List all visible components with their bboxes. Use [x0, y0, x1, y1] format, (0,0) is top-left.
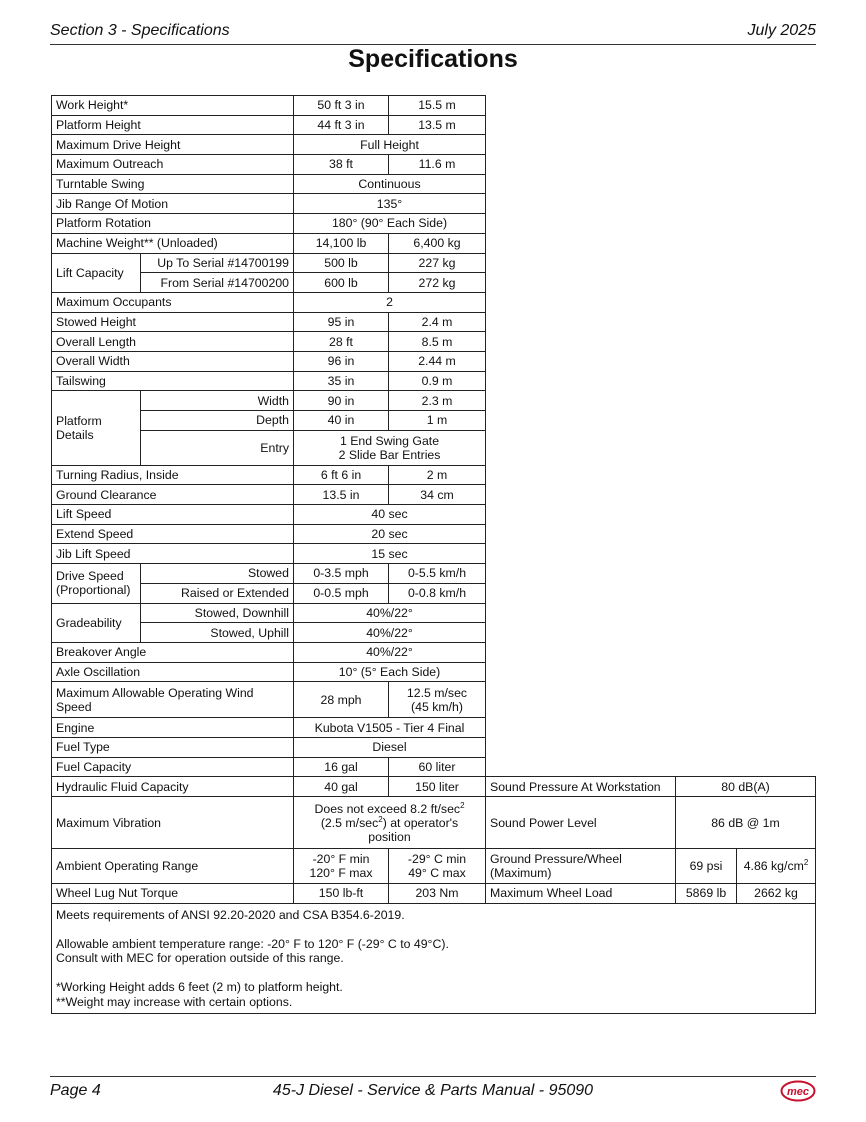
row-label: Lift Capacity — [52, 253, 141, 292]
table-row — [52, 505, 816, 525]
metric-value: 0-0.8 km/h — [389, 583, 486, 603]
merged-value: 40%/22° — [294, 623, 486, 643]
metric-value — [389, 849, 486, 884]
svg-text:mec: mec — [786, 1086, 810, 1098]
page-footer — [50, 1076, 816, 1105]
superscript: 2 — [460, 800, 465, 810]
row-label: Jib Range Of Motion — [52, 194, 294, 214]
row-label: Maximum Drive Height — [52, 135, 294, 155]
sub-label: Stowed, Uphill — [141, 623, 294, 643]
row-label: Platform Rotation — [52, 214, 294, 234]
row-label: Extend Speed — [52, 524, 294, 544]
row-label: Maximum Occupants — [52, 292, 294, 312]
table-row — [52, 718, 816, 738]
sub-label: Stowed, Downhill — [141, 603, 294, 623]
metric-value: 0-5.5 km/h — [389, 564, 486, 584]
imperial-value: 38 ft — [294, 155, 389, 175]
table-row — [52, 465, 816, 485]
table-row — [52, 583, 816, 603]
superscript: 2 — [803, 857, 809, 867]
row-label: Tailswing — [52, 371, 294, 391]
row-label: Maximum Vibration — [52, 797, 294, 849]
row-label: Maximum Allowable Operating Wind Speed — [52, 682, 294, 718]
note-line: Meets requirements of ANSI 92.20-2020 and CSA B354.6-2019. — [56, 907, 405, 922]
merged-value: 80 dB(A) — [676, 777, 816, 797]
imperial-value: 0-3.5 mph — [294, 564, 389, 584]
imperial-value: 5869 lb — [676, 884, 737, 904]
row-label: Maximum Outreach — [52, 155, 294, 175]
metric-value: 2 m — [389, 465, 486, 485]
table-row — [52, 135, 816, 155]
metric-value: 34 cm — [389, 485, 486, 505]
metric-value: 2662 kg — [737, 884, 816, 904]
metric-value: 0.9 m — [389, 371, 486, 391]
table-row — [52, 682, 816, 718]
merged-value: Full Height — [294, 135, 486, 155]
imperial-value: 500 lb — [294, 253, 389, 273]
table-row — [52, 411, 816, 431]
imperial-value: 95 in — [294, 312, 389, 332]
value-line: position — [368, 829, 411, 844]
sub-label: Entry — [141, 430, 294, 465]
metric-value: 60 liter — [389, 757, 486, 777]
row-label: Turning Radius, Inside — [52, 465, 294, 485]
table-row — [52, 174, 816, 194]
metric-value: 6,400 kg — [389, 233, 486, 253]
imperial-value: 150 lb-ft — [294, 884, 389, 904]
table-row — [52, 662, 816, 682]
metric-value: 203 Nm — [389, 884, 486, 904]
value-line: Does not exceed 8.2 ft/sec — [314, 801, 461, 816]
imperial-value: 28 mph — [294, 682, 389, 718]
sub-label: Raised or Extended — [141, 583, 294, 603]
merged-value: 20 sec — [294, 524, 486, 544]
value-line: -29° C min — [407, 852, 467, 866]
row-label: Breakover Angle — [52, 642, 294, 662]
sub-label: Up To Serial #14700199 — [141, 253, 294, 273]
row-label: Platform Height — [52, 115, 294, 135]
row-label: Jib Lift Speed — [52, 544, 294, 564]
merged-value: 135° — [294, 194, 486, 214]
imperial-value: 0-0.5 mph — [294, 583, 389, 603]
document-title: 45-J Diesel - Service & Parts Manual - 95090 — [272, 1082, 594, 1099]
merged-value: 40%/22° — [294, 642, 486, 662]
imperial-value: 96 in — [294, 351, 389, 371]
page-header — [50, 22, 816, 45]
row-label: Wheel Lug Nut Torque — [52, 884, 294, 904]
table-row — [52, 849, 816, 884]
specifications-table — [51, 95, 816, 1014]
metric-value — [389, 682, 486, 718]
table-row — [52, 233, 816, 253]
row-label: Stowed Height — [52, 312, 294, 332]
sub-label: From Serial #14700200 — [141, 273, 294, 293]
merged-value: 2 — [294, 292, 486, 312]
imperial-value: 6 ft 6 in — [294, 465, 389, 485]
row-label: Engine — [52, 718, 294, 738]
row-label: Fuel Capacity — [52, 757, 294, 777]
mec-logo-icon — [780, 1080, 816, 1102]
table-row — [52, 884, 816, 904]
row-label: Gradeability — [52, 603, 141, 642]
value-line: 120° F max — [309, 866, 373, 880]
table-row — [52, 371, 816, 391]
value-line: 12.5 m/sec — [406, 685, 468, 700]
row-label: Fuel Type — [52, 737, 294, 757]
row-label: Overall Length — [52, 332, 294, 352]
table-row — [52, 96, 816, 116]
row-label: Turntable Swing — [52, 174, 294, 194]
table-row — [52, 155, 816, 175]
imperial-value: 69 psi — [676, 849, 737, 884]
label-line: Platform — [56, 414, 102, 428]
note-line: Allowable ambient temperature range: -20° F to 120° F (-29° C to 49°C). — [56, 936, 449, 951]
merged-value: 40%/22° — [294, 603, 486, 623]
imperial-value: 50 ft 3 in — [294, 96, 389, 116]
merged-value: Diesel — [294, 737, 486, 757]
notes-cell — [52, 903, 816, 1014]
metric-value: 2.4 m — [389, 312, 486, 332]
row-label: Axle Oscillation — [52, 662, 294, 682]
table-row — [52, 332, 816, 352]
value-line: ) at operator's — [382, 815, 459, 830]
sub-label: Stowed — [141, 564, 294, 584]
table-row — [52, 214, 816, 234]
row-label — [486, 849, 676, 884]
row-label: Sound Power Level — [486, 797, 676, 849]
merged-value: 40 sec — [294, 505, 486, 525]
sub-label: Depth — [141, 411, 294, 431]
imperial-value: 16 gal — [294, 757, 389, 777]
row-label: Work Height* — [52, 96, 294, 116]
value-line: 4.86 kg/cm — [743, 859, 804, 873]
drive-speed-label — [52, 564, 141, 603]
section-label: Section 3 - Specifications — [50, 22, 230, 39]
table-row — [52, 194, 816, 214]
note-line: *Working Height adds 6 feet (2 m) to platform height. — [56, 980, 343, 995]
merged-value: Kubota V1505 - Tier 4 Final — [294, 718, 486, 738]
table-row — [52, 544, 816, 564]
table-row — [52, 273, 816, 293]
label-line: (Maximum) — [490, 866, 552, 880]
table-row — [52, 737, 816, 757]
page-number: Page 4 — [50, 1082, 101, 1099]
table-row — [52, 777, 816, 797]
metric-value: 227 kg — [389, 253, 486, 273]
metric-value: 13.5 m — [389, 115, 486, 135]
superscript: 2 — [378, 814, 383, 824]
notes-row — [52, 903, 816, 1014]
table-row — [52, 797, 816, 849]
value-line: 1 End Swing Gate — [339, 433, 440, 448]
row-label: Sound Pressure At Workstation — [486, 777, 676, 797]
merged-value: Continuous — [294, 174, 486, 194]
row-label: Overall Width — [52, 351, 294, 371]
metric-value: 150 liter — [389, 777, 486, 797]
metric-value: 8.5 m — [389, 332, 486, 352]
imperial-value: 13.5 in — [294, 485, 389, 505]
merged-value: 86 dB @ 1m — [676, 797, 816, 849]
value-line: 2 Slide Bar Entries — [338, 447, 441, 462]
metric-value: 1 m — [389, 411, 486, 431]
merged-value — [294, 797, 486, 849]
merged-value: 15 sec — [294, 544, 486, 564]
note-line: **Weight may increase with certain options. — [56, 994, 293, 1009]
table-row — [52, 642, 816, 662]
row-label: Ambient Operating Range — [52, 849, 294, 884]
platform-details-label — [52, 391, 141, 465]
merged-value: 10° (5° Each Side) — [294, 662, 486, 682]
table-row — [52, 115, 816, 135]
imperial-value: 44 ft 3 in — [294, 115, 389, 135]
imperial-value: 600 lb — [294, 273, 389, 293]
imperial-value: 40 in — [294, 411, 389, 431]
imperial-value: 28 ft — [294, 332, 389, 352]
imperial-value: 90 in — [294, 391, 389, 411]
row-label: Machine Weight** (Unloaded) — [52, 233, 294, 253]
label-line: Ground Pressure/Wheel — [490, 852, 622, 866]
note-line: Consult with MEC for operation outside of this range. — [56, 951, 344, 966]
table-row — [52, 312, 816, 332]
sub-label: Width — [141, 391, 294, 411]
row-label: Hydraulic Fluid Capacity — [52, 777, 294, 797]
table-row — [52, 351, 816, 371]
table-row — [52, 485, 816, 505]
table-row — [52, 430, 816, 465]
metric-value — [737, 849, 816, 884]
imperial-value: 35 in — [294, 371, 389, 391]
label-line: Drive Speed — [56, 569, 124, 584]
value-line: -20° F min — [312, 852, 370, 866]
table-row — [52, 623, 816, 643]
row-label: Ground Clearance — [52, 485, 294, 505]
page-title: Specifications — [348, 45, 518, 73]
table-row — [52, 391, 816, 411]
header-date: July 2025 — [747, 22, 816, 39]
metric-value: 15.5 m — [389, 96, 486, 116]
row-label: Maximum Wheel Load — [486, 884, 676, 904]
table-row — [52, 603, 816, 623]
table-row — [52, 292, 816, 312]
metric-value: 11.6 m — [389, 155, 486, 175]
metric-value: 2.44 m — [389, 351, 486, 371]
table-row — [52, 524, 816, 544]
imperial-value: 40 gal — [294, 777, 389, 797]
value-line: (2.5 m/sec — [320, 815, 379, 830]
value-line: 49° C max — [408, 866, 466, 880]
merged-value — [294, 430, 486, 465]
imperial-value — [294, 849, 389, 884]
row-label: Lift Speed — [52, 505, 294, 525]
imperial-value: 14,100 lb — [294, 233, 389, 253]
label-line: (Proportional) — [56, 583, 131, 598]
metric-value: 272 kg — [389, 273, 486, 293]
label-line: Details — [56, 428, 94, 442]
metric-value: 2.3 m — [389, 391, 486, 411]
table-row — [52, 757, 816, 777]
merged-value: 180° (90° Each Side) — [294, 214, 486, 234]
table-row — [52, 253, 816, 273]
table-row — [52, 564, 816, 584]
value-line: (45 km/h) — [411, 699, 463, 714]
